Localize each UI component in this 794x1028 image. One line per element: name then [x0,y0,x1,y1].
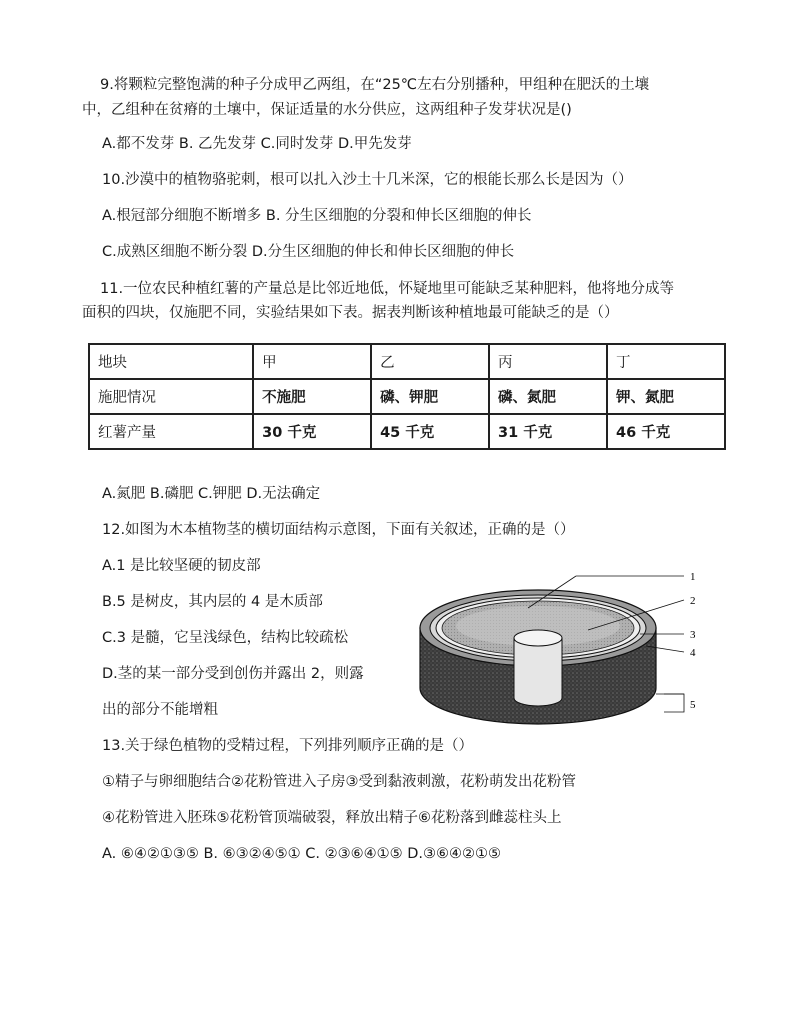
figure-label-2: 2 [690,595,696,607]
q10-options-cd: C.成熟区细胞不断分裂 D.分生区细胞的伸长和伸长区细胞的伸长 [102,244,515,260]
q9-stem-line1: 9.将颗粒完整饱满的种子分成甲乙两组，在“25℃左右分别播种，甲组种在肥沃的土壤 [100,77,650,93]
q13-steps-line1: ①精子与卵细胞结合②花粉管进入子房③受到黏液刺激，花粉萌发出花粉管 [102,774,576,790]
table-header-row [89,344,725,379]
q10-stem: 10.沙漠中的植物骆驼刺，根可以扎入沙土十几米深，它的根能长那么长是因为（） [102,172,633,188]
q12-option-b: B.5 是树皮，其内层的 4 是木质部 [102,594,323,610]
figure-label-1: 1 [690,571,696,583]
table-cell: 磷、氮肥 [489,379,607,414]
q12-option-d-line2: 出的部分不能增粗 [102,702,218,718]
q13-options: A. ⑥④②①③⑤ B. ⑥③②④⑤① C. ②③⑥④①⑤ D.③⑥④②①⑤ [102,846,501,862]
q11-options: A.氮肥 B.磷肥 C.钾肥 D.无法确定 [102,486,321,502]
table-header-cell: 乙 [371,344,489,379]
q13-steps-line2: ④花粉管进入胚珠⑤花粉管顶端破裂，释放出精子⑥花粉落到雌蕊柱头上 [102,810,562,826]
q9-options: A.都不发芽 B. 乙先发芽 C.同时发芽 D.甲先发芽 [102,136,412,152]
table-header-cell: 丁 [607,344,725,379]
table-row [89,414,725,449]
table-cell: 46 千克 [607,414,725,449]
q12-stem: 12.如图为木本植物茎的横切面结构示意图，下面有关叙述，正确的是（） [102,522,575,538]
q13-stem: 13.关于绿色植物的受精过程，下列排列顺序正确的是（） [102,738,474,754]
figure-label-5: 5 [690,699,696,711]
table-cell: 不施肥 [253,379,371,414]
table-header-cell: 甲 [253,344,371,379]
figure-label-4: 4 [690,647,696,659]
fertilizer-table [88,343,726,450]
q12-option-d-line1: D.茎的某一部分受到创伤并露出 2，则露 [102,666,364,682]
q11-stem-line1: 11.一位农民种植红薯的产量总是比邻近地低，怀疑地里可能缺乏某种肥料，他将地分成等 [100,281,675,297]
q11-stem-line2: 面积的四块，仅施肥不同，实验结果如下表。据表判断该种植地最可能缺乏的是（） [82,305,619,321]
figure-label-3: 3 [690,629,696,641]
table-cell: 31 千克 [489,414,607,449]
q12-option-c: C.3 是髓，它呈浅绿色，结构比较疏松 [102,630,349,646]
q10-options-ab: A.根冠部分细胞不断增多 B. 分生区细胞的分裂和伸长区细胞的伸长 [102,208,532,224]
table-header-cell: 地块 [89,344,253,379]
q9-stem-line2: 中，乙组种在贫瘠的土壤中，保证适量的水分供应，这两组种子发芽状况是() [82,102,572,118]
table-row [89,379,725,414]
stem-cross-section-diagram [408,568,708,728]
table-cell: 30 千克 [253,414,371,449]
table-cell: 45 千克 [371,414,489,449]
table-cell: 磷、钾肥 [371,379,489,414]
q12-option-a: A.1 是比较坚硬的韧皮部 [102,558,261,574]
table-header-cell: 丙 [489,344,607,379]
table-cell: 施肥情况 [89,379,253,414]
table-cell: 红薯产量 [89,414,253,449]
table-cell: 钾、氮肥 [607,379,725,414]
